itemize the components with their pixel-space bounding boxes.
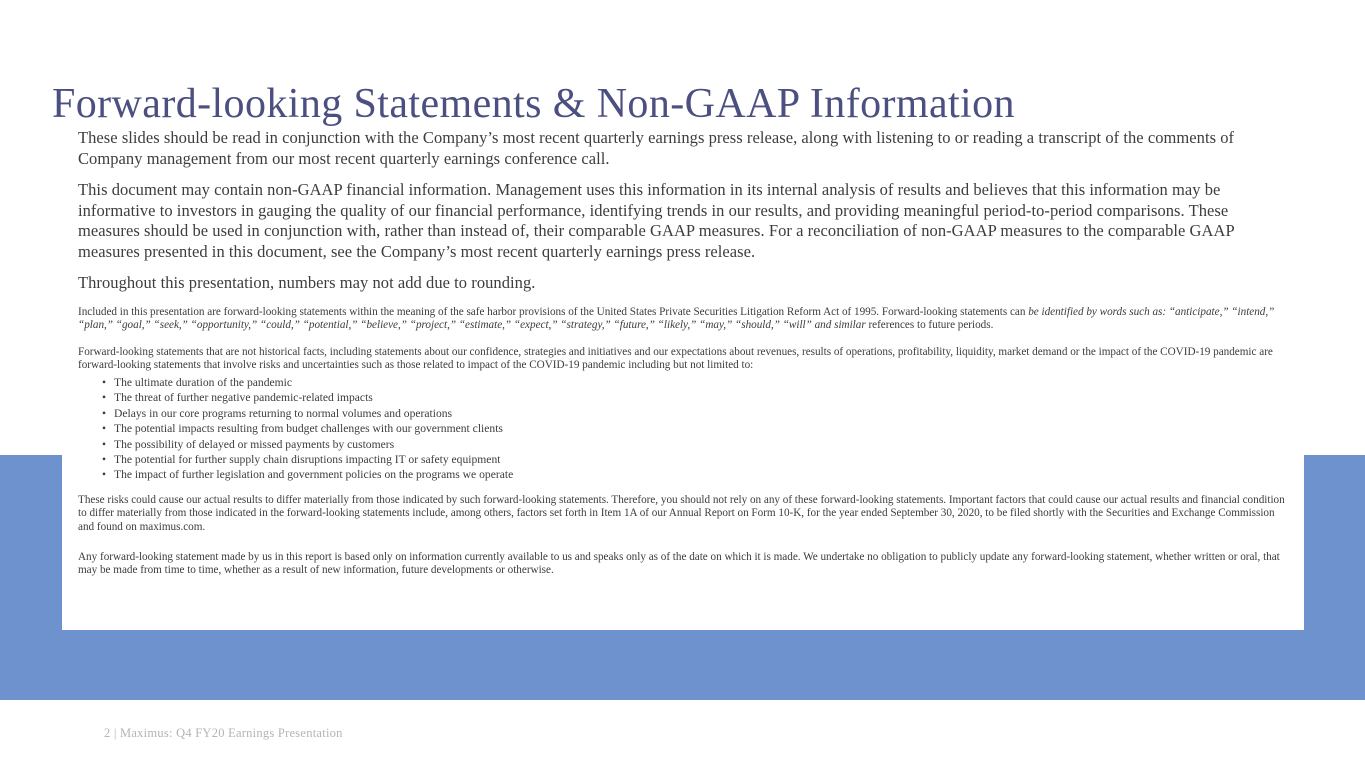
list-item-label: The potential for further supply chain disruptions impacting IT or safety equipment (114, 452, 501, 466)
list-item-label: The impact of further legislation and government policies on the programs we operate (114, 468, 514, 482)
bullet-dot-icon: • (102, 422, 107, 436)
list-item (78, 375, 1286, 390)
list-item (78, 390, 1286, 405)
list-item (78, 421, 1286, 436)
list-item-label: Delays in our core programs returning to normal volumes and operations (114, 406, 453, 420)
safe-harbor-italic-words: be identified by words such as: “anticipate,” “intend,” “plan,” “goal,” “seek,” “opportunity,” “could,” “potential,” “believe,” “project,” “estimate,” “expect,” “strategy,” “future,” “likely,” “may,” “should,” “will” and similar (78, 305, 1275, 332)
safe-harbor-tail: references to future periods. (868, 319, 994, 332)
list-item-label: The potential impacts resulting from budget challenges with our government clients (114, 422, 503, 436)
intro-paragraph-1: These slides should be read in conjunction with the Company’s most recent quarterly earnings press release, along with listening to or reading a transcript of the comments of Company management from our most recent quarterly earnings conference call. (78, 128, 1235, 168)
bullet-dot-icon: • (102, 452, 107, 466)
list-item (78, 406, 1286, 421)
risk-bullet-list (78, 375, 1286, 483)
risk-intro-paragraph: Forward-looking statements that are not historical facts, including statements about our confidence, strategies and initiatives and our expectations about revenues, results of operations, profitability, liquidity, market demand or the impact of the COVID-19 pandemic are forward-looking statements that involve risks and uncertainties such as those related to impact of the COVID-19 pandemic including but not limited to: (78, 345, 1273, 372)
list-item-label: The ultimate duration of the pandemic (114, 375, 293, 389)
safe-harbor-paragraph (78, 306, 1286, 333)
bullet-dot-icon: • (102, 391, 107, 405)
bullet-dot-icon: • (102, 375, 107, 389)
bullet-dot-icon: • (102, 406, 107, 420)
bullet-dot-icon: • (102, 468, 107, 482)
intro-paragraph-2: This document may contain non-GAAP financial information. Management uses this information in its internal analysis of results and believes that this information may be informative to investors in gauging the quality of our financial performance, identifying trends in our results, and providing meaningful period-to-period comparisons. These measures should be used in conjunction with, rather than instead of, their comparable GAAP measures. For a reconciliation of non-GAAP measures to the comparable GAAP measures presented in this document, see the Company’s most recent quarterly earnings press release. (78, 180, 1235, 261)
list-item (78, 437, 1286, 452)
list-item (78, 467, 1286, 482)
closing-paragraph-1: These risks could cause our actual results to differ materially from those indicated by such forward-looking statements. Therefore, you should not rely on any of these forward-looking statements. Important factors that could cause our actual results and financial condition to differ materially from those indicated in the forward-looking statements include, among others, factors set forth in Item 1A of our Annual Report on Form 10-K, for the year ended September 30, 2020, to be filed shortly with the Securities and Exchange Commission and found on maximus.com. (78, 493, 1285, 533)
closing-paragraph-2: Any forward-looking statement made by us in this report is based only on information currently available to us and speaks only as of the date on which it is made. We undertake no obligation to publicly update any forward-looking statement, whether written or oral, that may be made from time to time, whether as a result of new information, future developments or otherwise. (78, 550, 1280, 577)
page-title: Forward-looking Statements & Non-GAAP Information (52, 81, 1015, 128)
safe-harbor-lead-in: Included in this presentation are forward-looking statements within the meaning of the safe harbor provisions of the United States Private Securities Litigation Reform Act of 1995. Forward-looking statements can (78, 305, 1029, 318)
list-item (78, 452, 1286, 467)
list-item-label: The threat of further negative pandemic-related impacts (114, 391, 373, 405)
list-item-label: The possibility of delayed or missed payments by customers (114, 437, 395, 451)
slide-footer: 2 | Maximus: Q4 FY20 Earnings Presentation (104, 726, 343, 740)
bullet-dot-icon: • (102, 437, 107, 451)
intro-paragraph-3: Throughout this presentation, numbers may not add due to rounding. (78, 273, 536, 292)
slide-body (78, 128, 1286, 578)
